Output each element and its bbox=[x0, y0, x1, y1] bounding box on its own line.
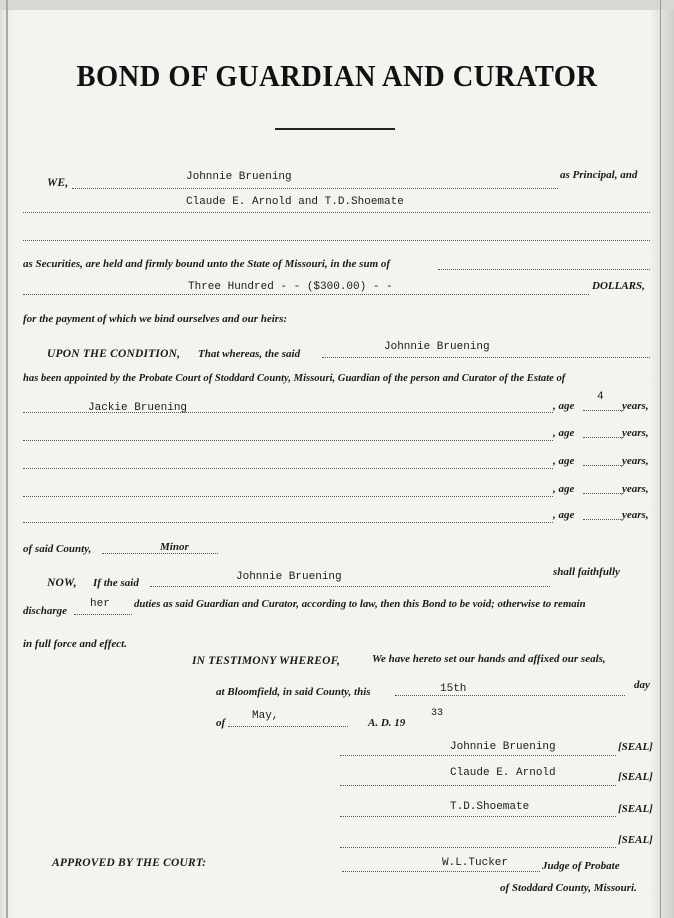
appointed-text: has been appointed by the Probate Court of Stoddard County, Missouri, Guardian of the person and Curator of the Estate of bbox=[23, 373, 566, 384]
month-line bbox=[228, 726, 348, 727]
years-label: years, bbox=[622, 400, 649, 412]
now-line bbox=[150, 586, 550, 587]
amount-text: Three Hundred - - ($300.00) - - bbox=[188, 281, 393, 293]
age-line bbox=[583, 465, 621, 466]
county-line bbox=[102, 553, 218, 554]
seal-label: [SEAL] bbox=[618, 803, 653, 815]
age-label: , age bbox=[553, 455, 575, 467]
securities-text: as Securities, are held and firmly bound unto the State of Missouri, in the sum of bbox=[23, 258, 391, 270]
guardian-name: Johnnie Bruening bbox=[384, 341, 490, 353]
age-label: , age bbox=[553, 427, 575, 439]
year-value: 33 bbox=[431, 708, 444, 719]
signature-3: T.D.Shoemate bbox=[450, 801, 530, 813]
years-label: years, bbox=[622, 509, 649, 521]
signature-line bbox=[340, 755, 616, 756]
of-label: of bbox=[216, 717, 226, 729]
pronoun-line bbox=[74, 614, 132, 615]
minor-name-line bbox=[23, 468, 553, 469]
minor-name: Jackie Bruening bbox=[88, 402, 188, 414]
title-rule bbox=[275, 128, 395, 130]
document-title: BOND OF GUARDIAN AND CURATOR bbox=[76, 58, 598, 93]
force-text: in full force and effect. bbox=[23, 638, 127, 650]
age-line bbox=[583, 493, 621, 494]
as-principal-text: as Principal, and bbox=[560, 169, 638, 181]
scan-right-edge bbox=[660, 0, 661, 918]
condition-lead: UPON THE CONDITION, bbox=[47, 348, 181, 360]
testimony-lead: IN TESTIMONY WHEREOF, bbox=[192, 655, 341, 667]
age-label: , age bbox=[553, 483, 575, 495]
minor-age: 4 bbox=[597, 391, 604, 403]
discharge-label: discharge bbox=[23, 605, 67, 617]
approved-label: APPROVED BY THE COURT: bbox=[52, 857, 207, 869]
now-name: Johnnie Bruening bbox=[236, 571, 342, 583]
place-text: at Bloomfield, in said County, this bbox=[216, 686, 371, 698]
years-label: years, bbox=[622, 483, 649, 495]
judge-line bbox=[342, 871, 540, 872]
day-line bbox=[395, 695, 625, 696]
minor-label: Minor bbox=[160, 541, 189, 553]
county-label: of said County, bbox=[23, 543, 92, 555]
day-label: day bbox=[634, 679, 650, 691]
age-line bbox=[583, 437, 621, 438]
signature-1: Johnnie Bruening bbox=[450, 741, 556, 753]
sum-line bbox=[438, 269, 650, 270]
signature-2: Claude E. Arnold bbox=[450, 767, 556, 779]
signature-line bbox=[340, 847, 616, 848]
ad-label: A. D. 19 bbox=[368, 717, 406, 729]
blank-line bbox=[23, 240, 650, 241]
duties-text: duties as said Guardian and Curator, according to law, then this Bond to be void; otherwise to remain bbox=[134, 598, 586, 610]
principal-line bbox=[72, 188, 558, 189]
now-lead: NOW, bbox=[47, 577, 77, 589]
dollars-label: DOLLARS, bbox=[592, 280, 645, 292]
now-text: If the said bbox=[93, 577, 139, 589]
seal-label: [SEAL] bbox=[618, 741, 653, 753]
seal-label: [SEAL] bbox=[618, 834, 653, 846]
age-line bbox=[583, 410, 621, 411]
signature-line bbox=[340, 785, 616, 786]
county-court: of Stoddard County, Missouri. bbox=[500, 882, 637, 894]
scan-top-edge bbox=[0, 0, 674, 10]
condition-text: That whereas, the said bbox=[198, 348, 301, 360]
amount-line bbox=[23, 294, 589, 295]
guardian-line bbox=[322, 357, 650, 358]
age-label: , age bbox=[553, 509, 575, 521]
seal-label: [SEAL] bbox=[618, 771, 653, 783]
faithfully-text: shall faithfully bbox=[553, 566, 620, 578]
principal-name: Johnnie Bruening bbox=[186, 171, 292, 183]
signature-line bbox=[340, 816, 616, 817]
minor-name-line bbox=[23, 496, 553, 497]
judge-name: W.L.Tucker bbox=[442, 857, 509, 869]
judge-label: Judge of Probate bbox=[542, 860, 620, 872]
years-label: years, bbox=[622, 455, 649, 467]
minor-name-line bbox=[23, 522, 553, 523]
payment-text: for the payment of which we bind ourselves and our heirs: bbox=[23, 313, 288, 325]
testimony-text: We have hereto set our hands and affixed our seals, bbox=[372, 653, 606, 665]
securities-line bbox=[23, 212, 650, 213]
month-value: May, bbox=[252, 710, 279, 722]
minor-name-line bbox=[23, 440, 553, 441]
day-value: 15th bbox=[440, 683, 467, 695]
years-label: years, bbox=[622, 427, 649, 439]
age-label: , age bbox=[553, 400, 575, 412]
age-line bbox=[583, 519, 621, 520]
scan-left-edge bbox=[6, 0, 8, 918]
we-label: WE, bbox=[47, 177, 69, 189]
securities-names: Claude E. Arnold and T.D.Shoemate bbox=[186, 196, 404, 208]
pronoun: her bbox=[90, 598, 110, 610]
